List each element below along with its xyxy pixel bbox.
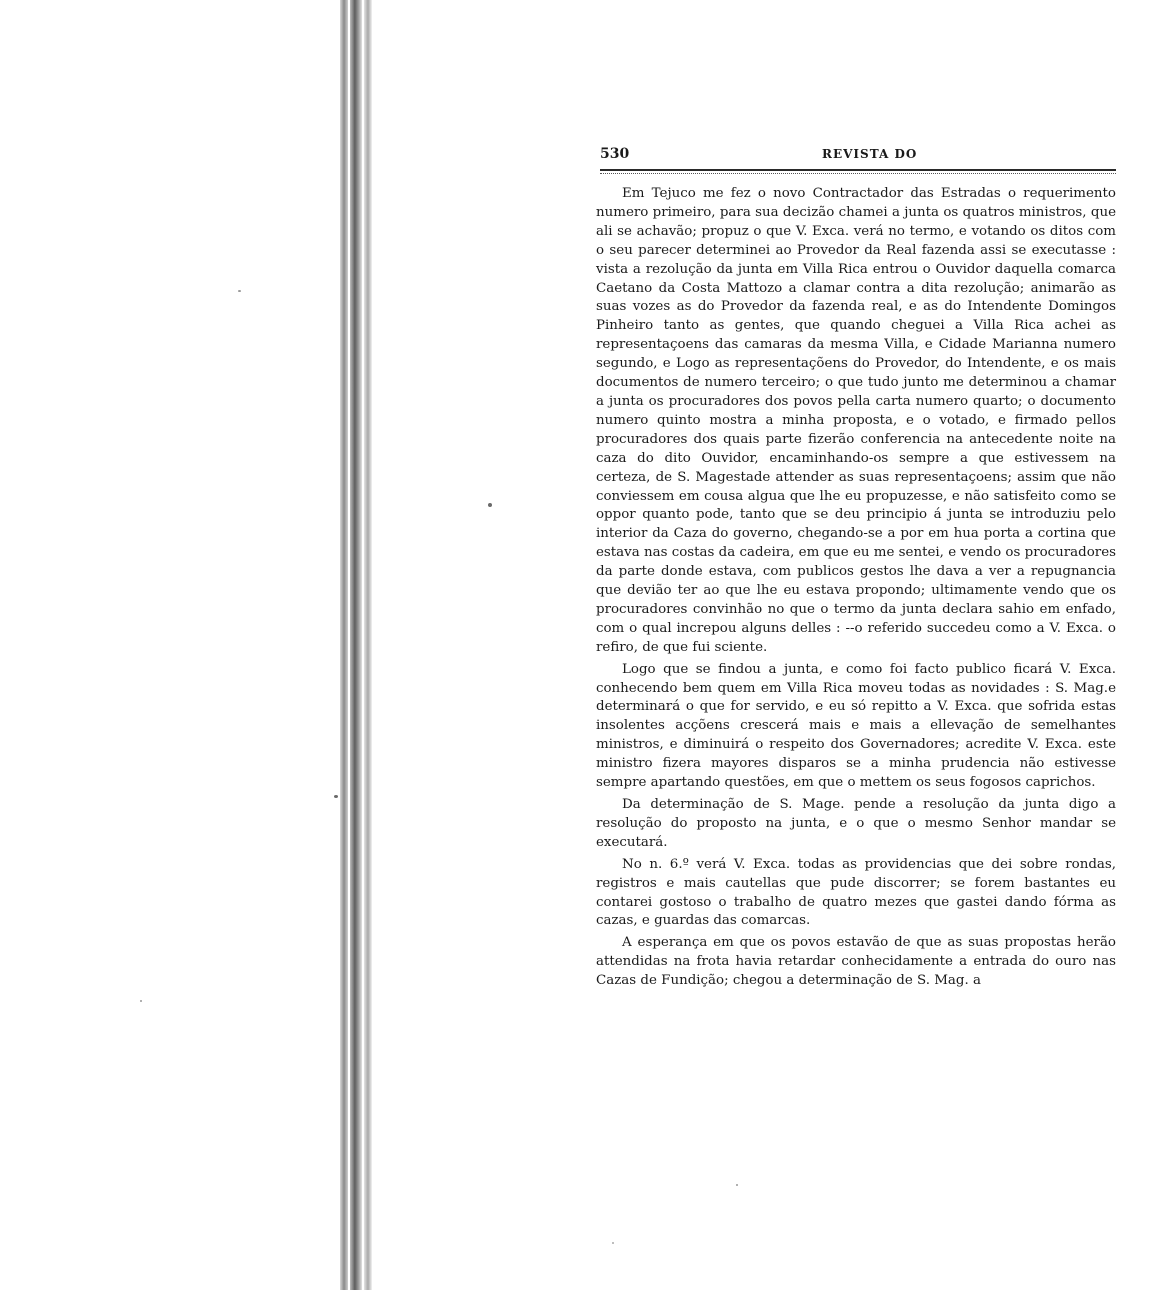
- spine-band: [350, 0, 362, 1290]
- body-text: [596, 185, 1116, 994]
- spine-band: [340, 0, 348, 1290]
- paragraph: Logo que se findou a junta, e como foi facto publico ficará V. Exca. conhecendo bem quem em Villa Rica moveu todas as novidades : S. Mag.e determinará o que for servido, e eu só repitto a V. Exca. que sofrida estas insolentes acçõens crescerá mais e mais a ellevação de semelhantes ministros, e diminuirá o respeito dos Governadores; acredite V. Exca. este ministro fizera mayores disparos se a minha prudencia não estivesse sempre apartando questões, em que o mettem os seus fogosos caprichos.: [596, 661, 1116, 791]
- paper-speck: [736, 1184, 738, 1186]
- paper-speck: [612, 1242, 614, 1244]
- paper-speck: [140, 1000, 142, 1002]
- header-rule: [600, 173, 1116, 174]
- paragraph: Da determinação de S. Mage. pende a resolução da junta digo a resolução do proposto na junta, e o que o mesmo Senhor mandar se executará.: [596, 797, 1116, 850]
- book-spine-shadow: [340, 0, 380, 1290]
- paragraph: A esperança em que os povos estavão de que as suas propostas herão attendidas na frota havia retardar conhecidamente a entrada do ouro nas Cazas de Fundição; chegou a determinação de S. Mag. a: [596, 935, 1116, 989]
- running-head: REVISTA DO: [822, 147, 918, 161]
- spine-band: [364, 0, 372, 1290]
- paper-speck: [488, 503, 492, 507]
- paragraph: Em Tejuco me fez o novo Contractador das Estradas o requerimento numero primeiro, para sua decizão chamei a junta os quatros ministros, que ali se achavão; propuz o que V. Exca. verá no termo, e votando os ditos com o seu parecer determinei ao Provedor da Real fazenda assi se executasse : vista a rezolução da junta em Villa Rica entrou o Ouvidor daquella comarca Caetano da Costa Mattozo a clamar contra a dita rezolução; animarão as suas vozes as do Provedor da fazenda real, e as do Intendente Domingos Pinheiro tanto as gentes, que quando cheguei a Villa Rica achei as representaçoens das camaras da mesma Villa, e Cidade Marianna numero segundo, e Logo as representaçõens do Provedor, do Intendente, e os mais documentos de numero terceiro; o que tudo junto me determinou a chamar a junta os procuradores dos povos pella carta numero quarto; o documento numero quinto mostra a minha proposta, e o votado, e firmado pellos procuradores dos quais parte fizerão conferencia na antecedente noite na caza do dito Ouvidor, encaminhando-os sempre a que estivessem na certeza, de S. Magestade attender as suas representaçoens; assim que não conviessem em cousa algua que lhe eu propuzesse, e não satisfeito como se oppor quanto pode, tanto que se deu principio á junta se introduziu pelo interior da Caza do governo, chegando-se a por em hua porta a cortina que estava nas costas da cadeira, em que eu me sentei, e vendo os procuradores da parte donde estava, com publicos gestos lhe dava a ver a repugnancia que devião ter ao que lhe eu estava propondo; ultimamente vendo que os procuradores convinhão no que o termo da junta declara sahio em enfado, com o qual increpou alguns delles : --o referido succedeu como a V. Exca. o refiro, de que fui sciente.: [596, 186, 1116, 655]
- paper-speck: [334, 795, 338, 798]
- header-rule: [600, 169, 1116, 171]
- paragraph: No n. 6.º verá V. Exca. todas as providencias que dei sobre rondas, registros e mais cautellas que pude discorrer; se forem bastantes eu contarei gostoso o trabalho de quatro mezes que gastei dando fórma as cazas, e guardas das comarcas.: [596, 856, 1116, 929]
- paper-speck: [238, 290, 241, 292]
- page-number: 530: [600, 146, 630, 162]
- page-header: [600, 146, 1116, 168]
